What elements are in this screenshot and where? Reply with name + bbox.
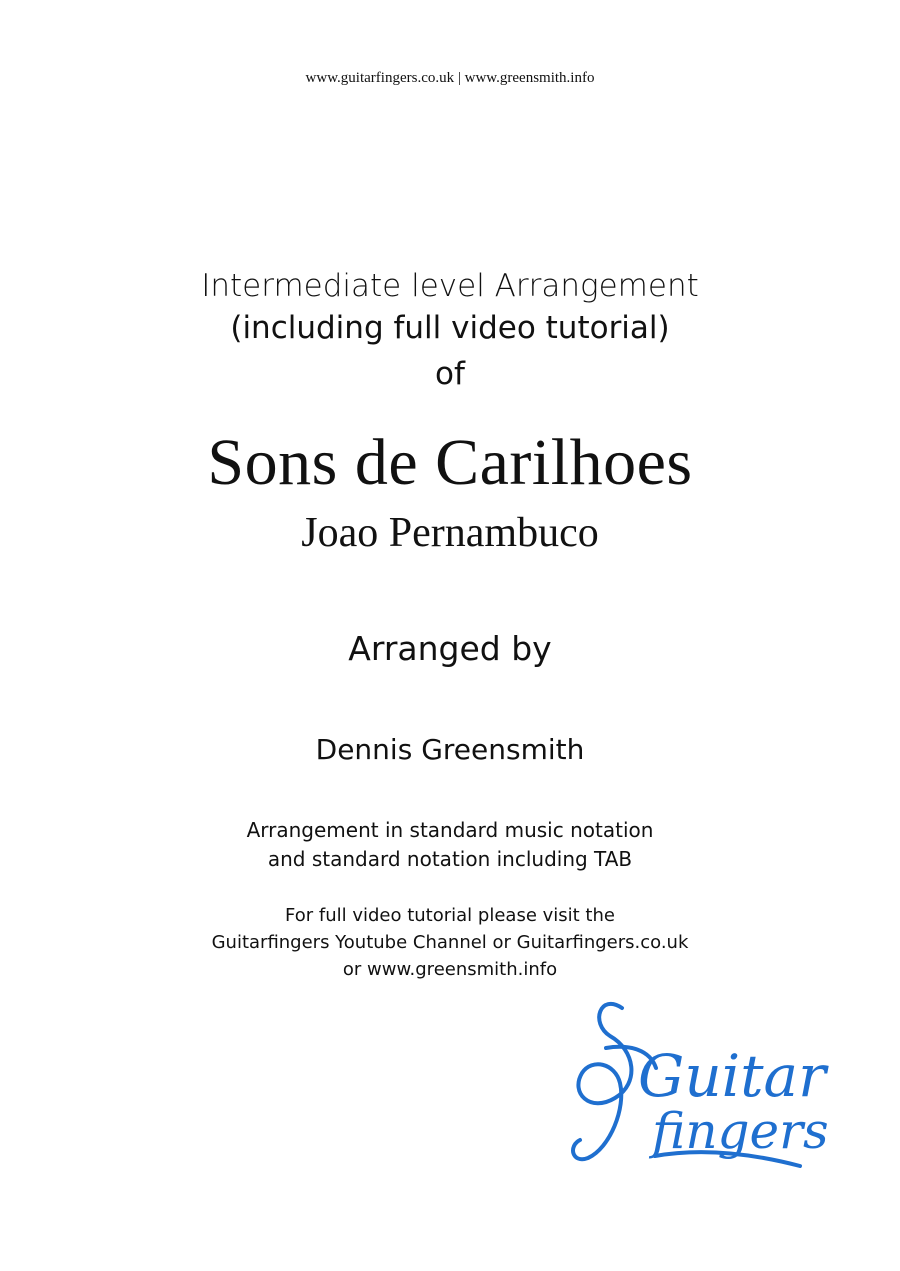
composer-name: Joao Pernambuco bbox=[301, 510, 599, 556]
logo-text-line-2: fingers bbox=[652, 1102, 829, 1160]
visit-line-3: or www.greensmith.info bbox=[342, 959, 558, 980]
visit-line-1: For full video tutorial please visit the bbox=[285, 905, 615, 926]
guitarfingers-logo bbox=[560, 988, 829, 1178]
piece-title: Sons de Carilhoes bbox=[207, 426, 693, 499]
description-line-1: Arrangement in standard music notation bbox=[246, 818, 654, 842]
arranged-by-label: Arranged by bbox=[348, 629, 552, 668]
intro-line-2: (including full video tutorial) bbox=[230, 310, 670, 346]
visit-line-2: Guitarfingers Youtube Channel or Guitarfingers.co.uk bbox=[211, 932, 689, 953]
arranger-name: Dennis Greensmith bbox=[315, 733, 585, 766]
header-links: www.guitarfingers.co.uk | www.greensmith.info bbox=[305, 70, 595, 86]
intro-line-3: of bbox=[435, 356, 465, 392]
description-line-2: and standard notation including TAB bbox=[267, 847, 633, 871]
intro-line-1: Intermediate level Arrangement bbox=[201, 268, 699, 304]
logo-text-line-1: Guitar bbox=[638, 1042, 826, 1110]
